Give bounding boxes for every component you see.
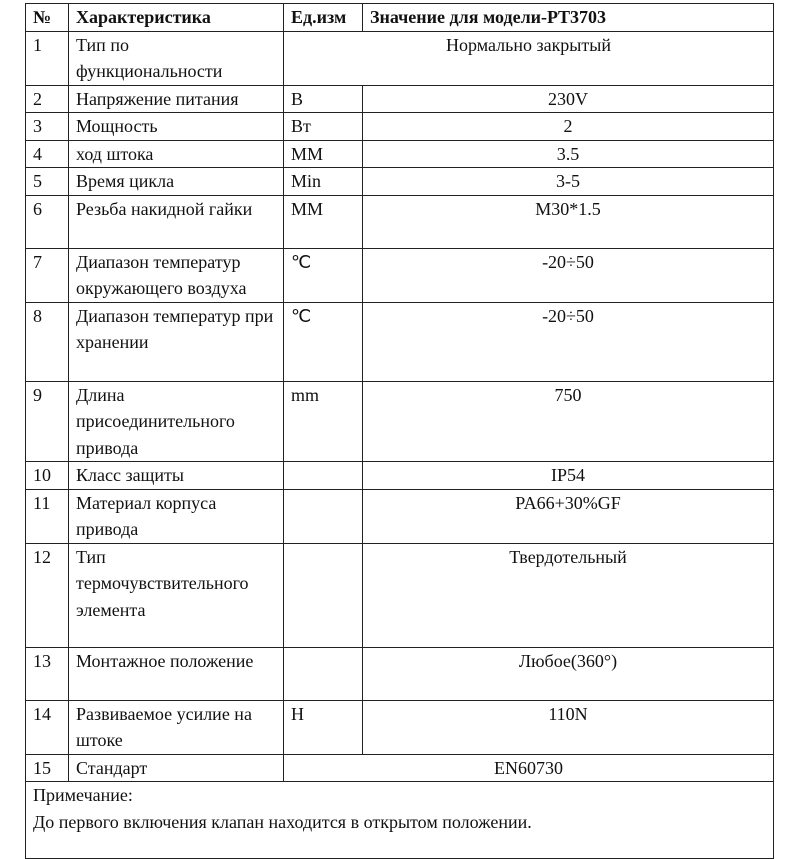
row-unit: Min: [284, 168, 363, 196]
header-characteristic: Характеристика: [69, 4, 284, 32]
table-row: [26, 85, 774, 113]
row-unit: Вт: [284, 113, 363, 141]
row-number: 11: [26, 489, 69, 543]
row-characteristic: Время цикла: [69, 168, 284, 196]
row-value: 3-5: [363, 168, 774, 196]
table-row: [26, 302, 774, 381]
row-unit: [284, 462, 363, 490]
row-value: 3.5: [363, 140, 774, 168]
table-row: [26, 647, 774, 700]
row-value: Нормально закрытый: [284, 31, 774, 85]
row-characteristic: Диапазон температур окружающего воздуха: [69, 248, 284, 302]
row-characteristic: Материал корпуса привода: [69, 489, 284, 543]
row-value: PA66+30%GF: [363, 489, 774, 543]
row-unit: [284, 489, 363, 543]
row-characteristic: Тип по функциональности: [69, 31, 284, 85]
row-value: IP54: [363, 462, 774, 490]
row-number: 3: [26, 113, 69, 141]
row-characteristic: Тип термочувствительного элемента: [69, 543, 284, 647]
header-value: Значение для модели-PT3703: [363, 4, 774, 32]
row-number: 4: [26, 140, 69, 168]
table-row: [26, 754, 774, 782]
row-unit: mm: [284, 381, 363, 462]
note-cell: [26, 782, 774, 859]
row-unit: ℃: [284, 302, 363, 381]
row-characteristic: Развиваемое усилие на штоке: [69, 700, 284, 754]
specifications-table: [25, 3, 774, 859]
row-value: 110N: [363, 700, 774, 754]
row-characteristic: Стандарт: [69, 754, 284, 782]
table-row: [26, 195, 774, 248]
row-unit: MM: [284, 195, 363, 248]
row-value: 2: [363, 113, 774, 141]
header-num: №: [26, 4, 69, 32]
row-value: -20÷50: [363, 248, 774, 302]
row-characteristic: Резьба накидной гайки: [69, 195, 284, 248]
table-row: [26, 248, 774, 302]
note-text: До первого включения клапан находится в открытом положении.: [33, 811, 532, 832]
row-characteristic: Диапазон температур при хранении: [69, 302, 284, 381]
row-characteristic: Класс защиты: [69, 462, 284, 490]
header-unit: Ед.изм: [284, 4, 363, 32]
row-characteristic: Напряжение питания: [69, 85, 284, 113]
table-row: [26, 31, 774, 85]
row-unit: ℃: [284, 248, 363, 302]
row-value: 230V: [363, 85, 774, 113]
row-number: 10: [26, 462, 69, 490]
row-characteristic: Мощность: [69, 113, 284, 141]
row-unit: В: [284, 85, 363, 113]
row-characteristic: Длина присоединительного привода: [69, 381, 284, 462]
row-number: 7: [26, 248, 69, 302]
row-number: 2: [26, 85, 69, 113]
row-number: 5: [26, 168, 69, 196]
row-value: -20÷50: [363, 302, 774, 381]
row-number: 13: [26, 647, 69, 700]
row-number: 15: [26, 754, 69, 782]
row-number: 9: [26, 381, 69, 462]
table-row: [26, 700, 774, 754]
row-number: 14: [26, 700, 69, 754]
table-row: [26, 168, 774, 196]
table-row: [26, 140, 774, 168]
table-row: [26, 543, 774, 647]
table-row: [26, 462, 774, 490]
row-number: 6: [26, 195, 69, 248]
table-header-row: [26, 4, 774, 32]
row-characteristic: ход штока: [69, 140, 284, 168]
row-unit: MM: [284, 140, 363, 168]
table-row: [26, 381, 774, 462]
row-number: 1: [26, 31, 69, 85]
row-value: Любое(360°): [363, 647, 774, 700]
row-number: 12: [26, 543, 69, 647]
table-body: [26, 31, 774, 782]
row-number: 8: [26, 302, 69, 381]
row-unit: [284, 543, 363, 647]
row-value: EN60730: [284, 754, 774, 782]
row-characteristic: Монтажное положение: [69, 647, 284, 700]
row-unit: [284, 647, 363, 700]
row-unit: Н: [284, 700, 363, 754]
note-row: [26, 782, 774, 859]
row-value: 750: [363, 381, 774, 462]
row-value: Твердотельный: [363, 543, 774, 647]
row-value: M30*1.5: [363, 195, 774, 248]
table-row: [26, 113, 774, 141]
note-label: Примечание:: [33, 785, 133, 805]
table-row: [26, 489, 774, 543]
